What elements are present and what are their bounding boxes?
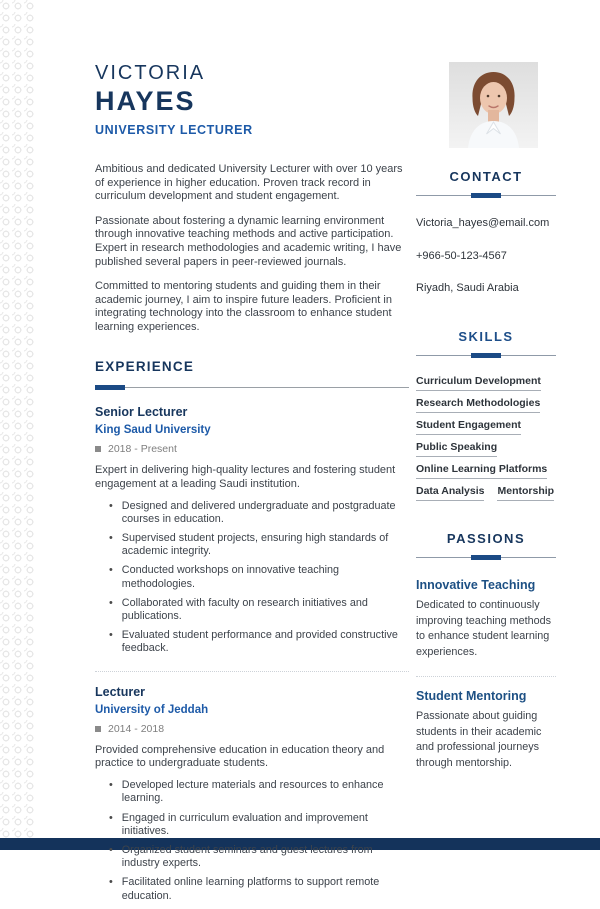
job-dates-row	[95, 723, 409, 735]
experience-heading: EXPERIENCE	[95, 359, 195, 374]
skill-item: Public Speaking	[416, 441, 497, 457]
passion-text: Passionate about guiding students in their academic and professional journeys through mentorship.	[416, 710, 542, 769]
bullet-item	[95, 500, 409, 526]
bullet-text: Engaged in curriculum evaluation and improvement initiatives.	[121, 811, 368, 837]
passion-title: Student Mentoring	[416, 689, 527, 703]
passion-title: Innovative Teaching	[416, 578, 536, 592]
experience-divider	[95, 385, 409, 390]
contact-location: Riyadh, Saudi Arabia	[416, 282, 519, 294]
skill-item: Data Analysis	[416, 485, 484, 501]
summary-paragraph: Committed to mentoring students and guiding them in their academic journey, I aim to inspire future leaders. Proficient in integrating technology into the classroom to enhance student learning experiences.	[95, 280, 392, 333]
job-company: University of Jeddah	[95, 703, 209, 716]
portrait-illustration	[449, 62, 538, 148]
bullet-item	[95, 532, 409, 558]
bullet-text: Organized student seminars and guest lectures from industry experts.	[121, 844, 373, 870]
passion-text: Dedicated to continuously improving teaching methods to enhance student learning experiences.	[416, 599, 552, 658]
last-name: HAYES	[95, 86, 196, 116]
profile-summary	[95, 163, 409, 346]
skills-row	[416, 485, 556, 507]
contact-phone: +966-50-123-4567	[416, 249, 507, 262]
summary-paragraph: Passionate about fostering a dynamic learning environment through innovative teaching methods and active participation. Expert in research methodologies and academic writing, I have published several papers in peer-reviewed journals.	[95, 214, 402, 268]
job-company: King Saud University	[95, 424, 211, 436]
bullet-text: Conducted workshops on innovative teaching methodologies.	[121, 564, 340, 590]
experience-section	[95, 359, 409, 909]
bullet-icon: •	[109, 876, 113, 889]
job-title: UNIVERSITY LECTURER	[95, 123, 253, 138]
skill-item: Research Methodologies	[416, 397, 540, 413]
job-position: Senior Lecturer	[95, 405, 188, 419]
bullet-item	[95, 629, 409, 655]
skill-item: Student Engagement	[416, 419, 521, 435]
job-dates-row	[95, 443, 409, 455]
job-separator	[95, 671, 409, 672]
bullet-text: Evaluated student performance and provided constructive feedback.	[121, 629, 398, 655]
decorative-pattern-strip	[0, 0, 36, 838]
bullet-text: Supervised student projects, ensuring high standards of academic integrity.	[121, 532, 389, 558]
bullet-item	[95, 844, 409, 870]
bullet-item	[95, 779, 409, 805]
profile-photo	[449, 62, 538, 148]
calendar-icon	[95, 726, 101, 732]
passions-divider	[416, 555, 556, 560]
contact-heading: CONTACT	[449, 169, 523, 184]
bullet-icon: •	[109, 844, 113, 857]
divider-line	[125, 387, 409, 388]
bullet-item	[95, 564, 409, 590]
passions-heading: PASSIONS	[446, 531, 526, 546]
skill-item: Online Learning Platforms	[416, 463, 547, 479]
bullet-text: Developed lecture materials and resources to enhance learning.	[121, 779, 384, 805]
passion-separator	[416, 676, 556, 677]
contact-section	[416, 169, 556, 315]
job-summary: Provided comprehensive education in education theory and practice to undergraduate students.	[95, 743, 385, 770]
skills-divider	[416, 353, 556, 358]
skill-item: Curriculum Development	[416, 375, 541, 391]
divider-accent	[95, 385, 125, 390]
bullet-icon: •	[109, 811, 113, 824]
skills-section	[416, 329, 556, 507]
contact-items	[416, 217, 556, 294]
bullet-text: Collaborated with faculty on research initiatives and publications.	[121, 596, 368, 623]
summary-paragraph: Ambitious and dedicated University Lecturer with over 10 years of experience in higher education. Proven track record in curriculum development and student engagement.	[95, 163, 403, 203]
bullet-text: Designed and delivered undergraduate and postgraduate courses in education.	[121, 499, 396, 525]
contact-divider	[416, 193, 556, 198]
divider-accent	[471, 193, 501, 198]
calendar-icon	[95, 446, 101, 452]
name-block	[95, 62, 407, 137]
contact-email: Victoria_hayes@email.com	[416, 217, 550, 229]
job-bullets	[95, 779, 409, 903]
job-bullets	[95, 500, 409, 656]
first-name: VICTORIA	[95, 62, 206, 84]
skills-heading: SKILLS	[458, 329, 514, 344]
bullet-icon: •	[109, 779, 113, 792]
bullet-icon: •	[109, 629, 113, 642]
bullet-icon: •	[109, 564, 113, 577]
job-entry	[95, 685, 409, 903]
job-dates: 2014 - 2018	[108, 722, 165, 735]
skills-list	[416, 375, 556, 507]
bullet-icon: •	[109, 596, 113, 609]
bullet-text: Facilitated online learning platforms to support remote education.	[121, 876, 380, 902]
skill-item: Mentorship	[497, 485, 554, 501]
divider-accent	[471, 353, 501, 358]
bullet-item	[95, 812, 409, 838]
bullet-item	[95, 597, 409, 623]
divider-accent	[471, 555, 501, 560]
passions-section	[416, 531, 556, 771]
bullet-item	[95, 876, 409, 902]
bullet-icon: •	[109, 532, 113, 544]
bullet-icon: •	[109, 499, 113, 512]
job-entry	[95, 405, 409, 656]
job-position: Lecturer	[95, 684, 146, 699]
job-dates: 2018 - Present	[108, 443, 177, 455]
job-summary: Expert in delivering high-quality lectures and fostering student engagement at a leading Saudi institution.	[95, 464, 396, 490]
